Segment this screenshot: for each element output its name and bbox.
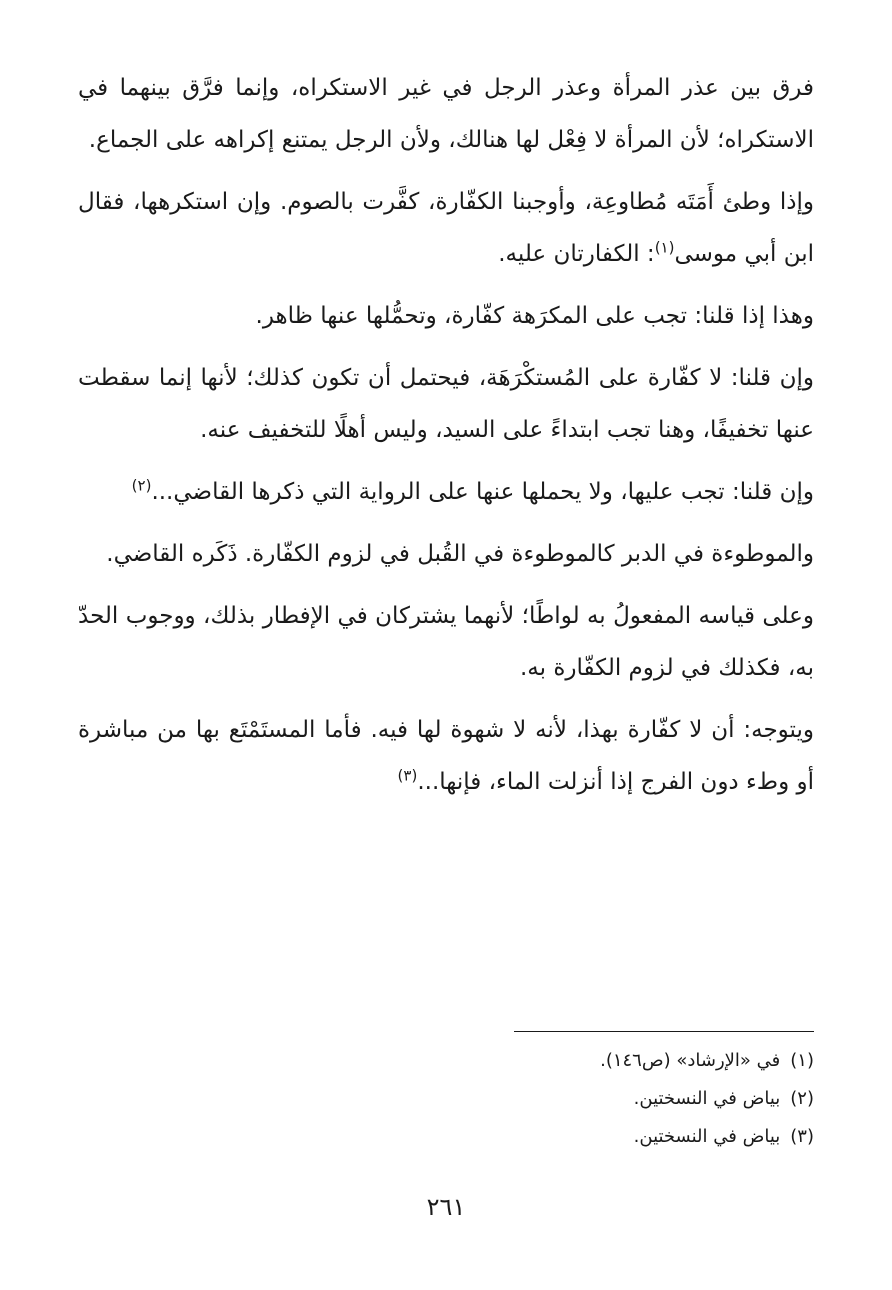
- footnote-number: (١): [790, 1050, 814, 1071]
- paragraph: [78, 704, 814, 808]
- paragraph: [78, 528, 814, 580]
- footnote-text: بياض في النسختين.: [633, 1126, 781, 1147]
- footnote-text: في «الإرشاد» (ص١٤٦).: [600, 1050, 781, 1071]
- footnote-marker: (١): [654, 238, 675, 257]
- paragraph: [78, 176, 814, 280]
- paragraph-text: والموطوءة في الدبر كالموطوءة في القُبل في لزوم الكفّارة. ذَكَره القاضي.: [106, 541, 814, 567]
- footnote-number: (٣): [790, 1126, 814, 1147]
- paragraph: [78, 62, 814, 166]
- paragraph-text: وعلى قياسه المفعولُ به لواطًا؛ لأنهما يشتركان في الإفطار بذلك، ووجوب الحدّ به، فكذلك في لزوم الكفّارة به.: [78, 603, 814, 681]
- footnote: [78, 1042, 814, 1080]
- footnote-marker: (٢): [131, 476, 152, 495]
- footnotes: [78, 1031, 814, 1156]
- footnote: [78, 1080, 814, 1118]
- paragraph-text: وهذا إذا قلنا: تجب على المكرَهة كفّارة، وتحمُّلها عنها ظاهر.: [255, 303, 814, 329]
- page-number: ٢٦١: [426, 1193, 466, 1221]
- footnote-text: بياض في النسختين.: [633, 1088, 781, 1109]
- paragraph: [78, 590, 814, 694]
- paragraph-text: وإذا وطئ أَمَتَه مُطاوعِة، وأوجبنا الكفّارة، كفَّرت بالصوم. وإن استكرهها، فقال ابن أبي موسى: [78, 189, 814, 267]
- paragraph: [78, 466, 814, 518]
- paragraph-text: فرق بين عذر المرأة وعذر الرجل في غير الاستكراه، وإنما فرَّق بينهما في الاستكراه؛ لأن المرأة لا فِعْل لها هنالك، ولأن الرجل يمتنع إكراهه على الجماع.: [78, 75, 814, 153]
- paragraph: [78, 352, 814, 456]
- footnote-divider: [514, 1031, 814, 1032]
- footnote: [78, 1118, 814, 1156]
- paragraph-text: وإن قلنا: تجب عليها، ولا يحملها عنها على الرواية التي ذكرها القاضي...: [151, 479, 814, 505]
- main-text: [78, 62, 814, 818]
- paragraph-text: : الكفارتان عليه.: [498, 241, 655, 267]
- paragraph: [78, 290, 814, 342]
- footnote-number: (٢): [790, 1088, 814, 1109]
- paragraph-text: وإن قلنا: لا كفّارة على المُستكْرَهَة، فيحتمل أن تكون كذلك؛ لأنها إنما سقطت عنها تخفيفًا، وهنا تجب ابتداءً على السيد، وليس أهلًا للتخفيف عنه.: [78, 365, 814, 443]
- paragraph-text: ويتوجه: أن لا كفّارة بهذا، لأنه لا شهوة لها فيه. فأما المستَمْتَع بها من مباشرة أو وطء دون الفرج إذا أنزلت الماء، فإنها...: [78, 717, 814, 795]
- footnote-marker: (٣): [397, 766, 418, 785]
